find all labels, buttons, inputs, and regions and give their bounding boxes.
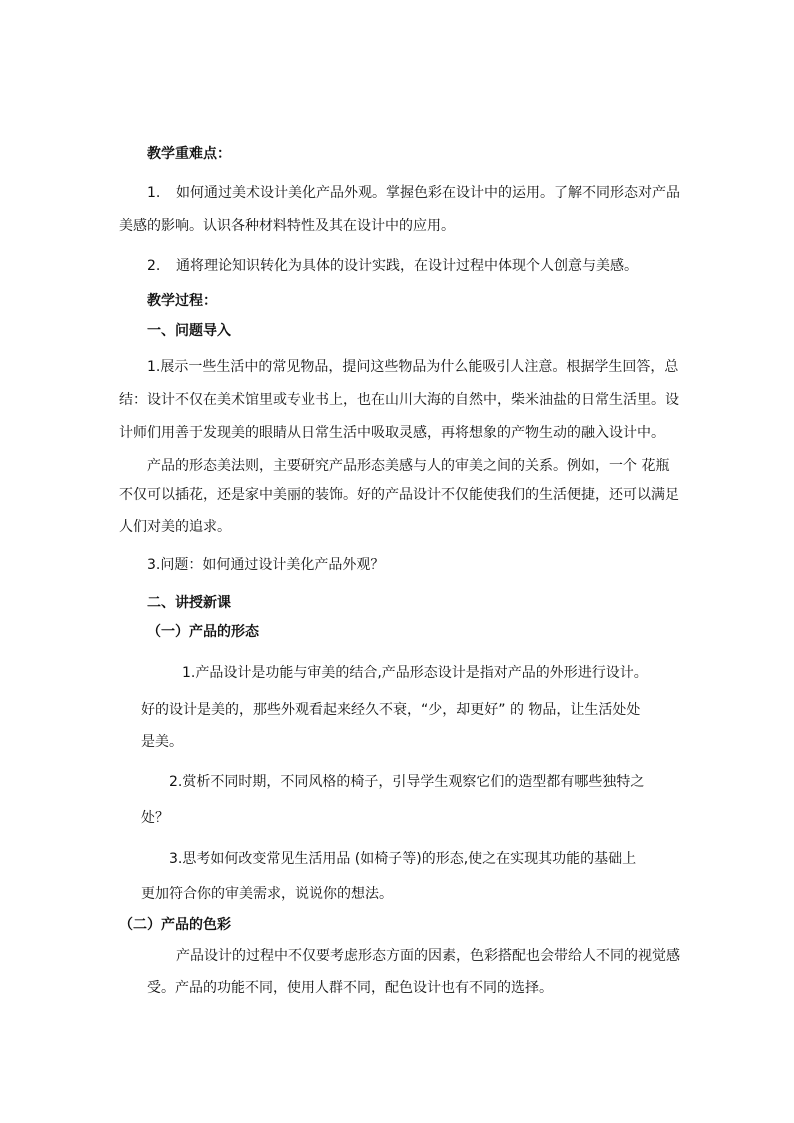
form-3-line-1: 3.思考如何改变常见生活用品 (如椅子等)的形态,使之在实现其功能的基础上 — [169, 851, 637, 867]
color-1-line-2: 受。产品的功能不同，使用人群不同，配色设计也有不同的选择。 — [147, 980, 553, 996]
kp1-line-1: 如何通过美术设计美化产品外观。掌握色彩在设计中的运用。了解不同形态对产品 — [176, 185, 680, 201]
form-3-line-2: 更加符合你的审美需求，说说你的想法。 — [141, 886, 393, 902]
para-1-line-2: 结：设计不仅在美术馆里或专业书上，也在山川大海的自然中，柴米油盐的日常生活里。设 — [119, 392, 679, 408]
para-3: 3.问题：如何通过设计美化产品外观？ — [147, 557, 385, 573]
form-2-line-1: 2.赏析不同时期，不同风格的椅子，引导学生观察它们的造型都有哪些独特之 — [169, 774, 645, 790]
heading-process: 教学过程： — [147, 293, 217, 309]
form-1-line-2: 好的设计是美的，那些外观看起来经久不衰，“少，却更好” 的 物品，让生活处处 — [141, 702, 641, 718]
color-1-line-1: 产品设计的过程中不仅要考虑形态方面的因素，色彩搭配也会带给人不同的视觉感 — [176, 948, 680, 964]
para-1-line-3: 计师们用善于发现美的眼睛从日常生活中吸取灵感，再将想象的产物生动的融入设计中。 — [119, 425, 665, 441]
kp2-line-1: 通将理论知识转化为具体的设计实践，在设计过程中体现个人创意与美感。 — [176, 258, 638, 274]
section-1-title: 一、问题导入 — [147, 323, 231, 339]
heading-key-points: 教学重难点： — [147, 146, 231, 162]
form-2-line-2: 处？ — [141, 810, 169, 826]
para-1-line-1: 1.展示一些生活中的常见物品，提问这些物品为什么能吸引人注意。根据学生回答，总 — [147, 359, 679, 375]
form-1-line-1: 1.产品设计是功能与审美的结合,产品形态设计是指对产品的外形进行设计。 — [182, 665, 648, 681]
subsection-1-title: （一）产品的形态 — [147, 624, 259, 640]
kp1-number: 1. — [147, 185, 161, 201]
para-2-line-3: 人们对美的追求。 — [119, 519, 231, 535]
para-2-line-1: 产品的形态美法则，主要研究产品形态美感与人的审美之间的关系。例如，一个 花瓶 — [147, 458, 670, 474]
section-2-title: 二、讲授新课 — [147, 595, 231, 611]
para-2-line-2: 不仅可以插花，还是家中美丽的装饰。好的产品设计不仅能使我们的生活便捷，还可以满足 — [119, 487, 679, 503]
subsection-2-title: （二）产品的色彩 — [119, 917, 231, 933]
form-1-line-3: 是美。 — [141, 734, 183, 750]
kp2-number: 2. — [147, 258, 161, 274]
kp1-line-2: 美感的影响。认识各种材料特性及其在设计中的应用。 — [119, 218, 455, 234]
